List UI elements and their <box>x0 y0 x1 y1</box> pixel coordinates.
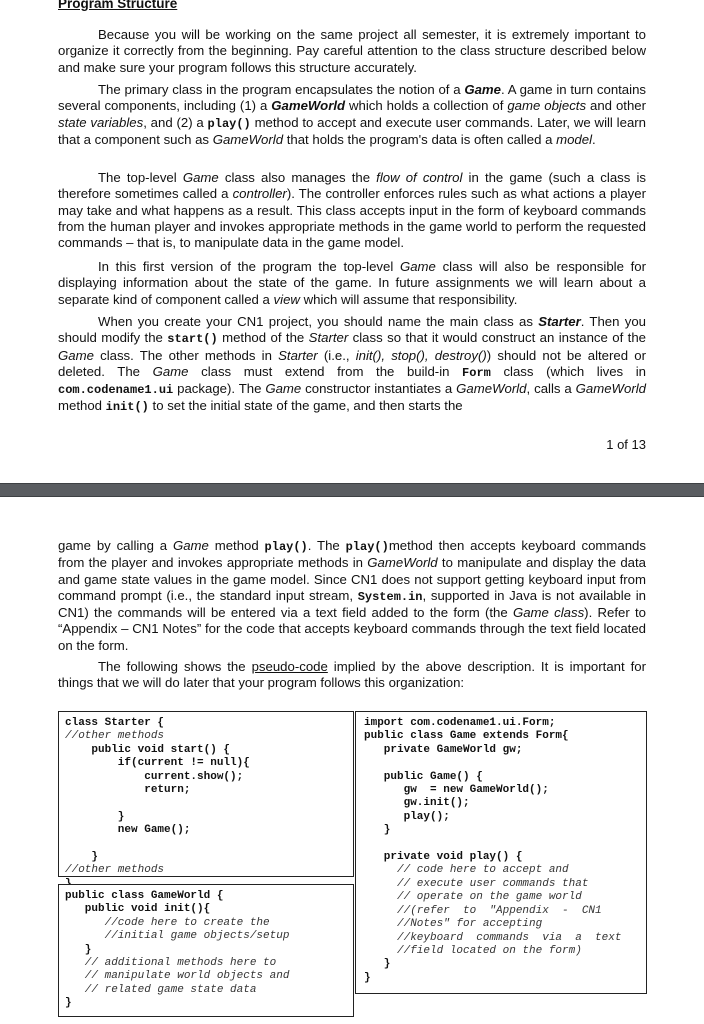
paragraph-primary-class <box>58 82 646 148</box>
code-line: // related game state data <box>65 983 257 996</box>
code-line <box>364 757 646 770</box>
code-line: } <box>65 851 99 864</box>
code-line: } <box>364 971 371 984</box>
code-line: //code here to create the <box>65 916 270 929</box>
text-run: that holds the program's data is often called a <box>283 131 557 147</box>
code-line: public class GameWorld { <box>65 890 224 902</box>
code-line: // execute user commands that <box>364 877 589 890</box>
code-box-game <box>355 711 647 994</box>
code-line: public class Game extends Form{ <box>364 730 569 743</box>
code-line: //Notes" for accepting <box>364 918 543 931</box>
text-run: Starter <box>538 314 581 329</box>
code-line: gw = new GameWorld(); <box>364 784 549 797</box>
text-run: play() <box>345 540 389 554</box>
text-run: . <box>592 131 596 147</box>
text-run: . A game in turn contains several components, including (1) a <box>58 82 647 114</box>
text-run: pseudo-code <box>251 659 328 674</box>
code-line: new Game(); <box>65 824 191 837</box>
text-run: state variables <box>58 114 144 130</box>
text-run: Game <box>172 538 209 553</box>
code-line: import com.codename1.ui.Form; <box>364 717 556 729</box>
code-line: //keyboard commands via a text <box>364 931 622 944</box>
text-run: class (which lives in <box>490 363 646 379</box>
code-line: public void start() { <box>65 743 231 756</box>
text-run: . Then you should modify the <box>58 314 646 346</box>
text-run: Game <box>152 363 189 379</box>
text-run: The primary class in the program encapsulates the notion of a <box>98 82 465 97</box>
text-run: method <box>208 538 265 553</box>
text-run: Form <box>462 365 491 380</box>
text-run: GameWorld <box>575 381 646 397</box>
code-line: } <box>364 824 391 837</box>
code-box-starter <box>58 711 354 877</box>
document-page-2 <box>0 497 704 1024</box>
code-line: current.show(); <box>65 770 244 783</box>
paragraph-view <box>58 259 646 308</box>
paragraph-cn1-project <box>58 314 646 416</box>
code-line: return; <box>65 784 191 797</box>
code-line: private GameWorld gw; <box>364 743 523 756</box>
code-line <box>364 838 646 851</box>
text-run: game objects <box>507 98 587 114</box>
code-box-gameworld <box>58 884 354 1017</box>
text-run: and other <box>586 98 647 114</box>
text-run: Starter <box>308 330 349 346</box>
page-divider <box>0 483 704 497</box>
text-run: Game <box>182 170 219 185</box>
code-line: class Starter { <box>65 717 165 729</box>
text-run: ) should not be altered or deleted. The <box>58 347 646 379</box>
document-page-1 <box>0 0 704 483</box>
code-line: } <box>65 810 125 823</box>
text-run: . The <box>307 538 346 553</box>
page-number: 1 of 13 <box>606 437 646 452</box>
text-run: package). The <box>173 381 266 397</box>
code-line: //other methods <box>65 864 165 877</box>
text-run: Because you will be working on the same project all semester, it is extremely important to organize it correctly from the beginning. Pay careful attention to the class structure described below and make sure your program follows this structure accurately. <box>58 27 646 75</box>
paragraph-controller <box>58 170 646 251</box>
text-run: init() <box>105 400 149 415</box>
text-run: class will also be responsible for displaying information about the state of the game. In future assignments we will learn about a separate kind of component called a <box>58 259 646 307</box>
text-run: start() <box>167 332 218 347</box>
text-run: The top-level <box>98 170 183 185</box>
code-line <box>65 797 353 810</box>
text-run: view <box>273 291 300 307</box>
text-run: System.in <box>357 589 423 604</box>
code-line: if(current != null){ <box>65 757 250 770</box>
code-line: public void init(){ <box>65 903 211 916</box>
text-run: , supported in Java is not available in CN1) the commands will be entered via a text field added to the form (the <box>58 587 646 621</box>
text-run: com.codename1.ui <box>58 383 174 398</box>
text-run: class must extend from the build-in <box>188 363 463 379</box>
section-heading: Program Structure <box>58 0 178 11</box>
code-line: gw.init(); <box>364 797 470 810</box>
text-run: class also manages the <box>218 170 377 185</box>
code-block-starter <box>65 717 353 891</box>
code-line: } <box>65 997 72 1010</box>
text-run: constructor instantiates a <box>301 381 457 397</box>
text-run: which holds a collection of <box>345 98 508 114</box>
code-block-game <box>364 717 646 985</box>
text-run: In this first version of the program the top-level <box>98 259 400 274</box>
code-line: // operate on the game world <box>364 891 582 904</box>
text-run: to set the initial state of the game, and then starts the <box>148 398 463 414</box>
text-run: , and (2) a <box>143 114 208 130</box>
text-run: , calls a <box>526 381 576 397</box>
text-run: method then accepts keyboard commands from the player and invokes appropriate methods in <box>58 538 646 571</box>
paragraph-organization <box>58 27 646 76</box>
code-block-gameworld <box>65 890 353 1011</box>
text-run: init(), stop(), destroy() <box>355 347 487 363</box>
code-line: private void play() { <box>364 851 523 864</box>
code-line: play(); <box>364 810 450 823</box>
code-line <box>65 838 353 851</box>
text-run: which will assume that responsibility. <box>299 291 518 307</box>
text-run: in the game (such a class is therefore sometimes called a <box>58 170 646 202</box>
code-line: // manipulate world objects and <box>65 970 290 983</box>
text-run: class. The other methods in <box>93 347 279 363</box>
code-line: //(refer to "Appendix - CN1 <box>364 904 602 917</box>
text-run: ). The controller enforces rules such as what actions a player may take and what happens as a result. This class accepts input in the form of keyboard commands from the human player and invokes appropriate methods in the game world to perform the requested commands – that is, to manipulate data in the game model. <box>58 186 646 251</box>
code-line: public Game() { <box>364 770 483 783</box>
text-run: Game class <box>512 605 585 621</box>
code-line: // additional methods here to <box>65 957 277 970</box>
paragraph-pseudo-code <box>58 659 646 692</box>
text-run: Game <box>265 381 302 397</box>
text-run: flow of control <box>376 170 463 185</box>
text-run: method <box>58 398 106 414</box>
text-run: play() <box>264 540 308 554</box>
paragraph-play-method <box>58 538 646 654</box>
code-line: //field located on the form) <box>364 944 582 957</box>
text-run: GameWorld <box>212 131 284 147</box>
text-run: GameWorld <box>271 98 346 114</box>
text-run: Starter <box>278 347 318 363</box>
text-run: ). Refer to “Appendix – CN1 Notes” for the code that accepts keyboard commands through the text field located on the form. <box>58 605 646 653</box>
text-run: controller <box>232 186 287 202</box>
code-line: //other methods <box>65 730 165 743</box>
text-run: The following shows the <box>98 659 252 674</box>
text-run: method of the <box>217 330 309 346</box>
text-run: GameWorld <box>367 555 438 571</box>
text-run: game by calling a <box>58 538 173 553</box>
text-run: (i.e., <box>317 347 356 363</box>
code-line: // code here to accept and <box>364 864 569 877</box>
text-run: Game <box>58 347 94 363</box>
text-run: Game <box>399 259 436 274</box>
code-line: } <box>65 943 92 956</box>
text-run: When you create your CN1 project, you should name the main class as <box>98 314 539 329</box>
text-run: method to accept and execute user commands. Later, we will learn that a component such as <box>58 114 647 147</box>
text-run: class so that it would construct an instance of the <box>348 330 647 346</box>
text-run: Game <box>464 82 501 97</box>
text-run: play() <box>207 116 251 131</box>
text-run: implied by the above description. It is important for things that we will do later that your program follows this organization: <box>58 659 646 691</box>
code-line: //initial game objects/setup <box>65 930 290 943</box>
code-line: } <box>364 958 391 971</box>
text-run: to manipulate and display the data and game state values in the game model. Since CN1 does not support getting keyboard input from command prompt (i.e., the standard input stream, <box>58 555 646 603</box>
text-run: model <box>556 131 592 147</box>
text-run: GameWorld <box>456 381 527 397</box>
